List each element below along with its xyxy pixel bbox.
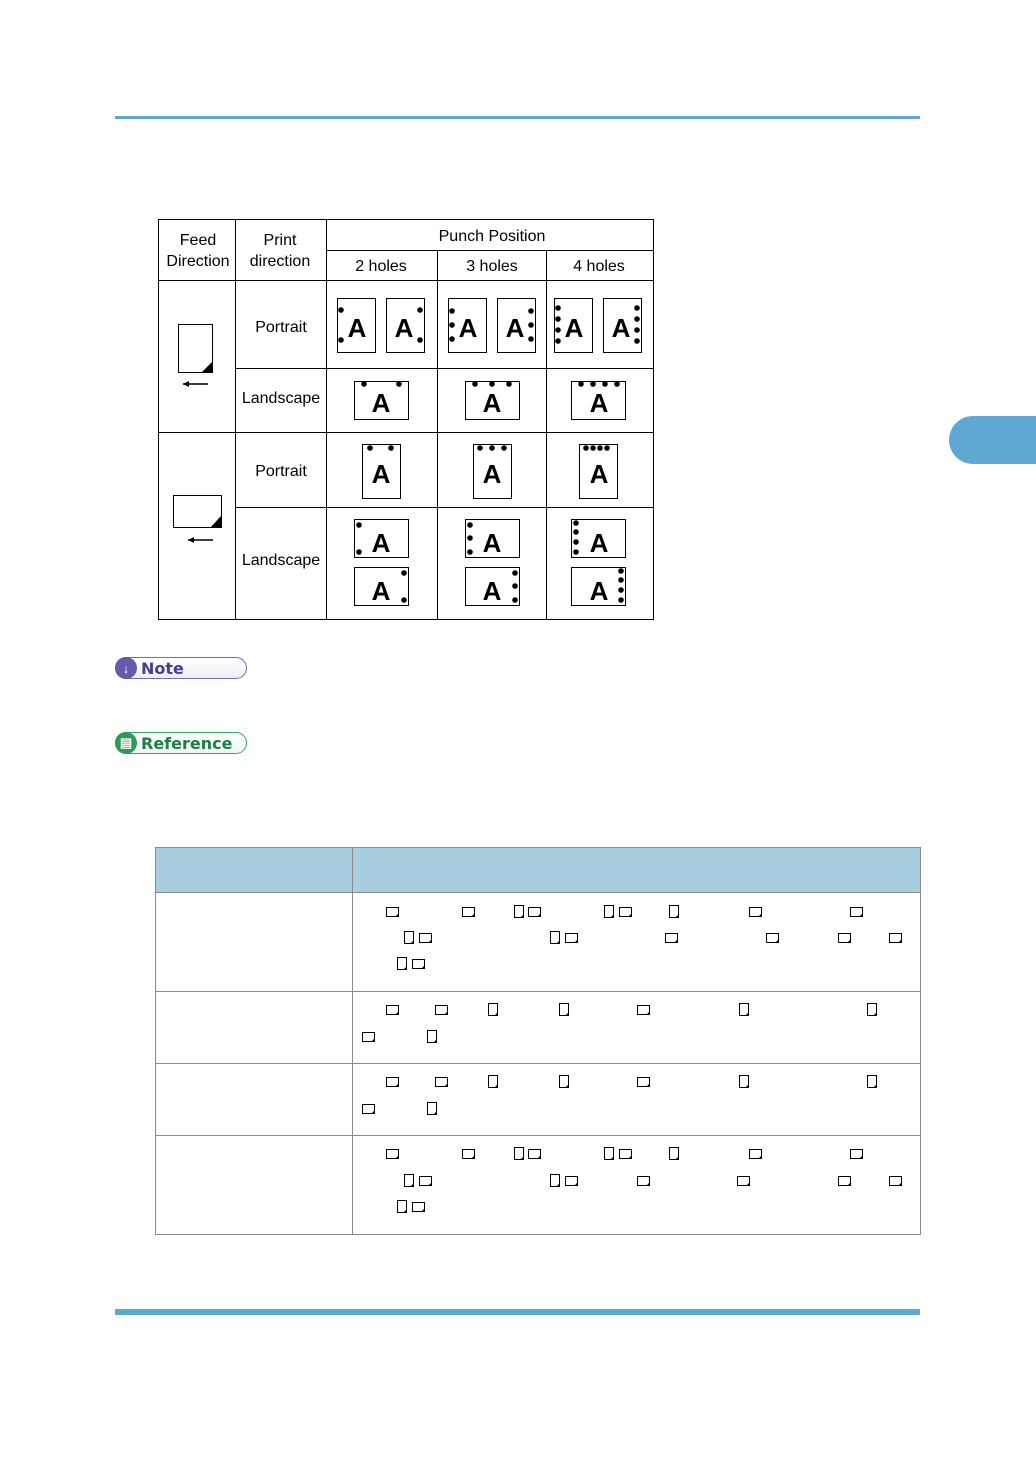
paper-landscape-icon — [419, 933, 432, 943]
landscape-feed-icon — [174, 496, 222, 544]
paper-landscape-icon — [386, 1149, 399, 1159]
paper-landscape-icon — [838, 1176, 851, 1186]
punch-2h-portrait-right — [387, 299, 425, 353]
row-landscape-2: Landscape — [241, 552, 321, 569]
row-label-cell — [156, 1136, 353, 1235]
paper-landscape-icon — [435, 1077, 448, 1087]
punch-2h-portrait-left — [338, 299, 376, 353]
table-row — [156, 992, 921, 1064]
punch-4h-portrait-top — [580, 445, 618, 499]
svg-text:A: A — [589, 576, 609, 606]
punch-4h-landscape-right — [572, 568, 626, 607]
header-rule — [115, 116, 920, 119]
paper-portrait-icon — [867, 1003, 877, 1016]
table-row — [156, 893, 921, 992]
svg-text:A: A — [589, 388, 609, 418]
paper-portrait-icon — [427, 1102, 437, 1115]
print-direction-header-1: Print — [263, 232, 297, 249]
punch-4h-landscape-left — [572, 520, 626, 559]
paper-landscape-icon — [737, 1176, 750, 1186]
paper-landscape-icon — [462, 1149, 475, 1159]
note-label: Note — [141, 658, 184, 678]
punch-3h-landscape-right — [466, 568, 520, 607]
reference-badge — [115, 732, 247, 754]
paper-portrait-icon — [404, 931, 414, 944]
punch-2h-landscape-right — [355, 568, 409, 607]
paper-portrait-icon — [739, 1003, 749, 1016]
paper-size-cell — [353, 1136, 921, 1235]
paper-landscape-icon — [386, 907, 399, 917]
paper-size-table — [155, 847, 921, 1235]
paper-landscape-icon — [637, 1176, 650, 1186]
portrait-feed-icon — [179, 325, 213, 388]
svg-text:A: A — [482, 388, 502, 418]
column-2-holes: 2 holes — [355, 258, 407, 275]
paper-landscape-icon — [889, 1176, 902, 1186]
paper-landscape-icon — [749, 907, 762, 917]
paper-landscape-icon — [462, 907, 475, 917]
punch-3h-landscape — [466, 381, 520, 419]
svg-text:A: A — [371, 459, 391, 489]
table-header-row — [156, 848, 921, 893]
paper-landscape-icon — [435, 1005, 448, 1015]
paper-landscape-icon — [419, 1176, 432, 1186]
paper-portrait-icon — [550, 931, 560, 944]
paper-landscape-icon — [749, 1149, 762, 1159]
punch-2h-landscape — [355, 381, 409, 419]
svg-text:A: A — [482, 576, 502, 606]
column-3-holes: 3 holes — [466, 258, 518, 275]
paper-portrait-icon — [514, 1147, 524, 1160]
table-row — [156, 1136, 921, 1235]
feed-direction-header-1: Feed — [179, 232, 217, 249]
paper-portrait-icon — [559, 1003, 569, 1016]
paper-landscape-icon — [412, 1202, 425, 1212]
punch-position-header: Punch Position — [438, 228, 546, 245]
svg-text:A: A — [458, 313, 478, 343]
svg-text:A: A — [589, 459, 609, 489]
paper-landscape-icon — [386, 1005, 399, 1015]
punch-3h-landscape-left — [466, 520, 520, 559]
paper-landscape-icon — [850, 1149, 863, 1159]
paper-portrait-icon — [604, 905, 614, 918]
svg-text:A: A — [371, 388, 391, 418]
row-portrait-2: Portrait — [255, 463, 307, 480]
paper-landscape-icon — [766, 933, 779, 943]
note-badge — [115, 657, 247, 679]
paper-portrait-icon — [669, 905, 679, 918]
punch-diagrams — [338, 299, 642, 607]
punch-table-svg — [158, 219, 654, 620]
column-4-holes: 4 holes — [573, 258, 625, 275]
svg-text:A: A — [482, 528, 502, 558]
paper-landscape-icon — [386, 1077, 399, 1087]
svg-text:A: A — [564, 313, 584, 343]
paper-landscape-icon — [528, 1149, 541, 1159]
punch-2h-landscape-left — [355, 520, 409, 559]
paper-landscape-icon — [889, 933, 902, 943]
paper-landscape-icon — [565, 1176, 578, 1186]
paper-size-cell — [353, 893, 921, 992]
paper-landscape-icon — [665, 933, 678, 943]
paper-portrait-icon — [559, 1075, 569, 1088]
print-direction-header-2: direction — [249, 253, 311, 270]
paper-portrait-icon — [397, 957, 407, 970]
chapter-tab — [949, 416, 1036, 464]
punch-3h-portrait-top — [474, 445, 512, 499]
paper-landscape-icon — [528, 907, 541, 917]
paper-size-cell — [353, 1064, 921, 1136]
punch-4h-portrait-right — [604, 299, 642, 353]
paper-landscape-icon — [619, 1149, 632, 1159]
row-label-cell — [156, 893, 353, 992]
paper-portrait-icon — [404, 1174, 414, 1187]
paper-landscape-icon — [362, 1104, 375, 1114]
paper-portrait-icon — [550, 1174, 560, 1187]
svg-text:A: A — [347, 313, 367, 343]
paper-landscape-icon — [838, 933, 851, 943]
paper-portrait-icon — [488, 1075, 498, 1088]
row-landscape-1: Landscape — [241, 390, 321, 407]
paper-landscape-icon — [637, 1005, 650, 1015]
paper-landscape-icon — [850, 907, 863, 917]
punch-4h-landscape — [572, 381, 626, 419]
svg-text:A: A — [589, 528, 609, 558]
footer-rule — [115, 1309, 920, 1315]
paper-portrait-icon — [397, 1200, 407, 1213]
paper-landscape-icon — [619, 907, 632, 917]
paper-size-cell — [353, 992, 921, 1064]
punch-2h-portrait-top — [363, 445, 401, 499]
svg-text:A: A — [611, 313, 631, 343]
paper-portrait-icon — [604, 1147, 614, 1160]
svg-text:A: A — [371, 576, 391, 606]
row-portrait-1: Portrait — [255, 319, 307, 336]
paper-portrait-icon — [514, 905, 524, 918]
header-cell-sizes — [353, 848, 921, 893]
paper-landscape-icon — [412, 959, 425, 969]
paper-portrait-icon — [669, 1147, 679, 1160]
header-cell-type — [156, 848, 353, 893]
row-label-cell — [156, 992, 353, 1064]
reference-label: Reference — [141, 733, 233, 753]
feed-direction-header-2: Direction — [166, 253, 230, 270]
paper-portrait-icon — [739, 1075, 749, 1088]
paper-landscape-icon — [565, 933, 578, 943]
paper-portrait-icon — [488, 1003, 498, 1016]
paper-landscape-icon — [637, 1077, 650, 1087]
punch-position-table — [158, 219, 654, 620]
down-arrow-icon: ↓ — [115, 657, 137, 679]
punch-4h-portrait-left — [555, 299, 593, 353]
row-label-cell — [156, 1064, 353, 1136]
svg-text:A: A — [482, 459, 502, 489]
table-row — [156, 1064, 921, 1136]
paper-landscape-icon — [362, 1032, 375, 1042]
svg-text:A: A — [394, 313, 414, 343]
svg-text:A: A — [371, 528, 391, 558]
paper-portrait-icon — [867, 1075, 877, 1088]
punch-3h-portrait-left — [449, 299, 487, 353]
svg-text:A: A — [505, 313, 525, 343]
paper-portrait-icon — [427, 1030, 437, 1043]
punch-3h-portrait-right — [498, 299, 536, 353]
book-icon: ▤ — [115, 732, 137, 754]
